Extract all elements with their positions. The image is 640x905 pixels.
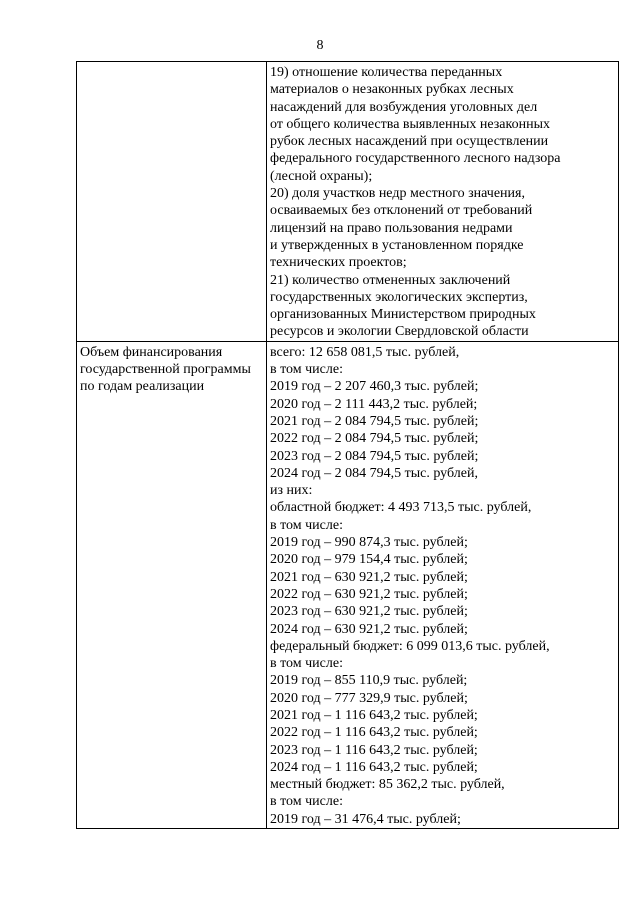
value-line: 2020 год – 2 111 443,2 тыс. рублей;	[270, 396, 478, 412]
value-line: 2022 год – 1 116 643,2 тыс. рублей;	[270, 725, 478, 741]
value-line: 2019 год – 990 874,3 тыс. рублей;	[270, 535, 468, 551]
table-row	[77, 341, 619, 828]
page-number: 8	[316, 38, 324, 53]
row-value-cell	[267, 341, 619, 828]
row-value-cell	[267, 62, 619, 342]
value-line: 2023 год – 630 921,2 тыс. рублей;	[270, 604, 468, 620]
value-line: в том числе:	[270, 362, 343, 378]
value-line: (лесной охраны);	[270, 168, 373, 184]
value-line: материалов о незаконных рубках лесных	[270, 82, 514, 98]
value-line: 2021 год – 2 084 794,5 тыс. рублей;	[270, 413, 479, 429]
value-line: федеральный бюджет: 6 099 013,6 тыс. рублей,	[270, 638, 550, 654]
value-line: 19) отношение количества переданных	[270, 65, 503, 80]
label-line: Объем финансирования	[80, 344, 223, 360]
value-line: в том числе:	[270, 517, 343, 533]
value-line: от общего количества выявленных незаконных	[270, 116, 550, 132]
value-line: ресурсов и экологии Свердловской области	[270, 324, 529, 340]
value-line: 2024 год – 630 921,2 тыс. рублей;	[270, 621, 468, 637]
program-passport-table	[76, 61, 619, 829]
value-line: технических проектов;	[270, 255, 407, 271]
value-line: 20) доля участков недр местного значения,	[270, 186, 525, 202]
value-line: 2019 год – 855 110,9 тыс. рублей;	[270, 673, 468, 689]
value-line: областной бюджет: 4 493 713,5 тыс. рублей,	[270, 500, 532, 516]
value-line: всего: 12 658 081,5 тыс. рублей,	[270, 344, 460, 360]
table-body	[77, 62, 619, 829]
value-line: 2020 год – 777 329,9 тыс. рублей;	[270, 690, 468, 706]
value-line: насаждений для возбуждения уголовных дел	[270, 99, 538, 115]
value-line: федерального государственного лесного надзора	[270, 151, 561, 167]
value-line: 2022 год – 630 921,2 тыс. рублей;	[270, 586, 468, 602]
value-line: 2019 год – 2 207 460,3 тыс. рублей;	[270, 379, 479, 395]
value-line: 2021 год – 1 116 643,2 тыс. рублей;	[270, 707, 478, 723]
label-line: по годам реализации	[80, 379, 205, 395]
value-line: государственных экологических экспертиз,	[270, 289, 528, 305]
value-line: и утвержденных в установленном порядке	[270, 237, 524, 253]
value-line: 2022 год – 2 084 794,5 тыс. рублей;	[270, 431, 479, 447]
value-line: 2023 год – 1 116 643,2 тыс. рублей;	[270, 742, 478, 758]
value-line: лицензий на право пользования недрами	[270, 220, 513, 236]
value-line: организованных Министерством природных	[270, 307, 536, 323]
value-line: 2024 год – 2 084 794,5 тыс. рублей,	[270, 465, 478, 481]
row-label-cell	[77, 62, 267, 342]
value-line: 2023 год – 2 084 794,5 тыс. рублей;	[270, 448, 479, 464]
value-line: 21) количество отмененных заключений	[270, 272, 511, 288]
table-row	[77, 62, 619, 342]
value-line: из них:	[270, 483, 313, 499]
value-line: местный бюджет: 85 362,2 тыс. рублей,	[270, 777, 505, 793]
value-line: осваиваемых без отклонений от требований	[270, 203, 533, 219]
value-line: рубок лесных насаждений при осуществлении	[270, 134, 549, 150]
value-line: 2020 год – 979 154,4 тыс. рублей;	[270, 552, 468, 568]
value-line: 2021 год – 630 921,2 тыс. рублей;	[270, 569, 468, 585]
value-line: 2024 год – 1 116 643,2 тыс. рублей;	[270, 759, 478, 775]
label-line: государственной программы	[80, 362, 251, 378]
value-line: 2019 год – 31 476,4 тыс. рублей;	[270, 811, 461, 827]
row-label-cell	[77, 341, 267, 828]
value-line: в том числе:	[270, 656, 343, 672]
value-line: в том числе:	[270, 794, 343, 810]
